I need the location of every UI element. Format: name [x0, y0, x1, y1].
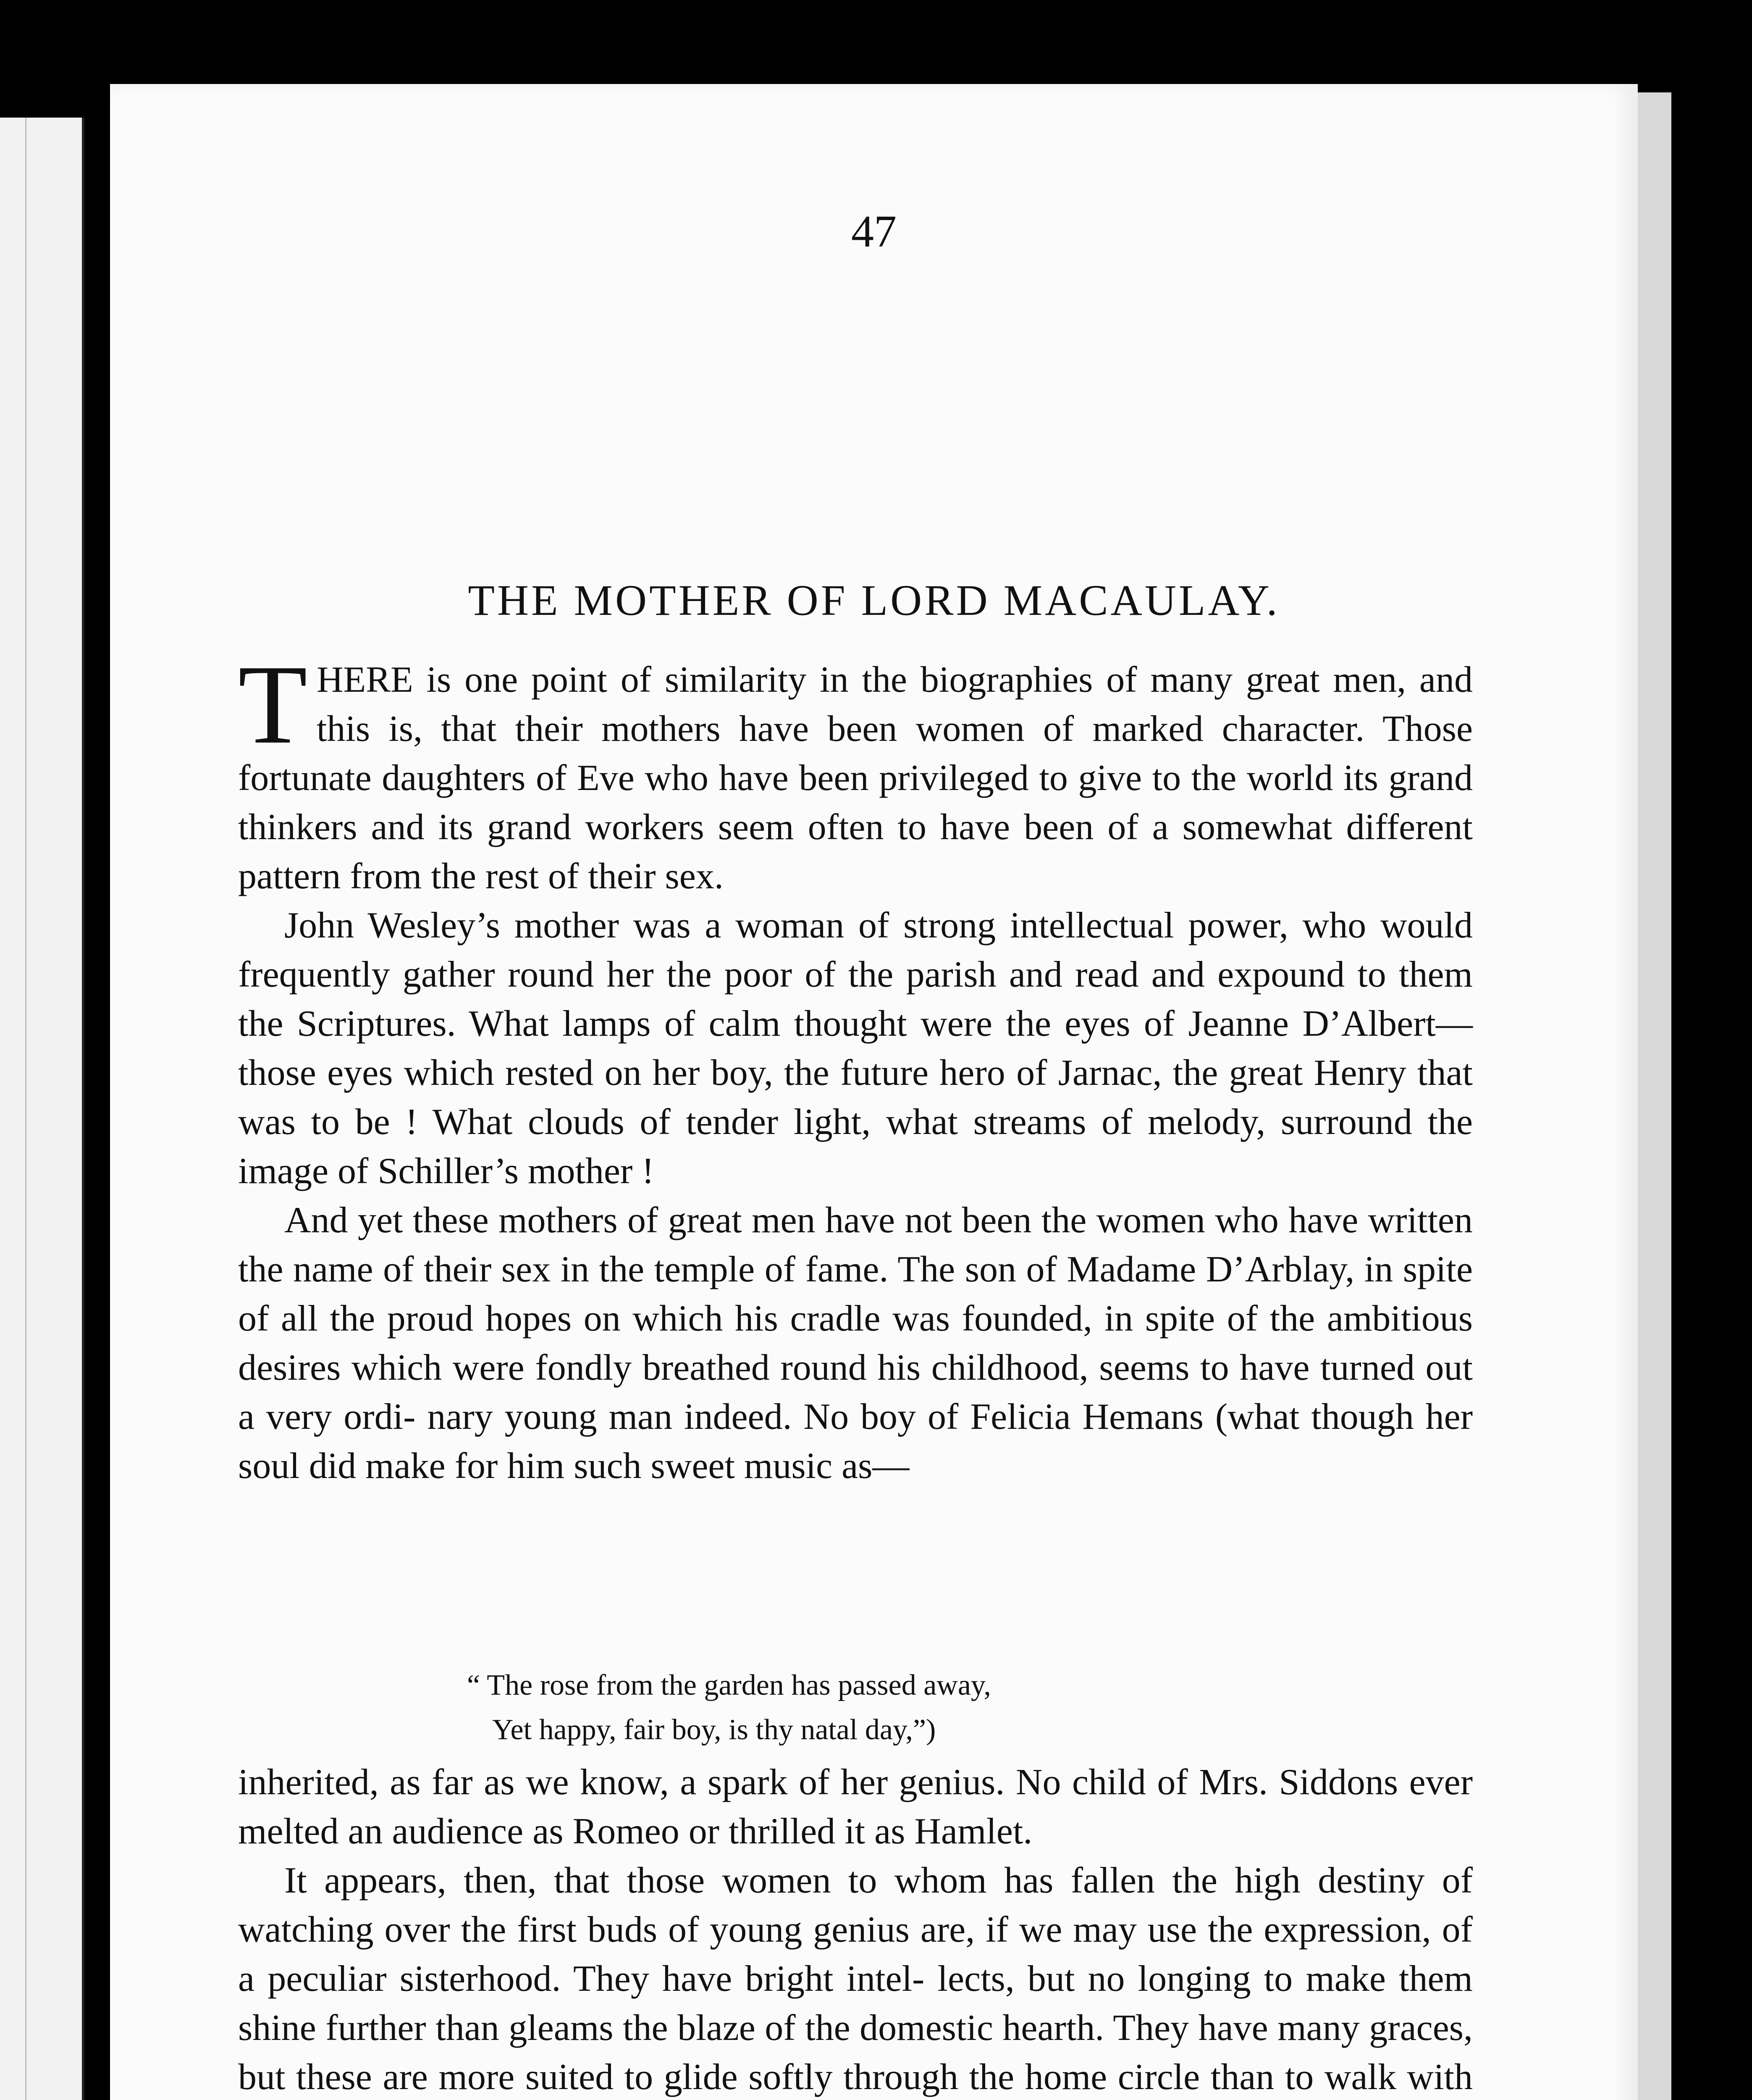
left-page-edge: [0, 118, 84, 2100]
body-text-lower: [238, 1758, 1473, 2100]
paragraph-3-continued: inherited, as far as we know, a spark of her genius. No child of Mrs. Siddons ever melted an audience as Romeo or thrilled it as Hamlet.: [238, 1762, 1473, 1852]
page-fold: [8, 118, 26, 2100]
book-page: [110, 84, 1638, 2100]
paragraph-1-text: HERE is one point of similarity in the biographies of many great men, and this is, that their mothers have been women of marked character. Those fortunate daughters of Eve who have been privileged to give to the world its grand thinkers and its grand workers seem often to have been of a somewhat different pattern from the rest of their sex.: [238, 659, 1473, 897]
body-text-upper: [238, 642, 1473, 1491]
paragraph-2: John Wesley’s mother was a woman of strong intellectual power, who would frequently gather round her the poor of the parish and read and expound to them the Scriptures. What lamps of calm thought were the eyes of Jeanne D’Albert—those eyes which rested on her boy, the future hero of Jarnac, the great Henry that was to be ! What clouds of tender light, what streams of melody, surround the image of Schiller’s mother !: [238, 905, 1473, 1192]
paragraph-1: [238, 642, 1473, 901]
verse-line-2: Yet happy, fair boy, is thy natal day,”): [492, 1714, 936, 1746]
chapter-title: THE MOTHER OF LORD MACAULAY.: [468, 576, 1280, 625]
paragraph-4: It appears, then, that those women to whom has fallen the high destiny of watching over the first buds of young genius are, if we may use the expression, of a peculiar sisterhood. They have bright intel- lects, but no longing to make them shine further than gleams the blaze of the domestic hearth. They have many graces, but these are more suited to glide softly through the home circle than to walk with: [238, 1860, 1473, 2097]
paragraph-3: And yet these mothers of great men have not been the women who have written the name of their sex in the temple of fame. The son of Madame D’Arblay, in spite of all the proud hopes on which his cradle was founded, in spite of the ambitious desires which were fondly breathed round his childhood, seems to have turned out a very ordi- nary young man indeed. No boy of Felicia Hemans (what though her soul did make for him such sweet music as—: [238, 1200, 1473, 1486]
verse-line-1: “ The rose from the garden has passed away,: [467, 1669, 991, 1701]
dropcap-letter: T: [238, 642, 307, 767]
right-page-edge: [1638, 92, 1671, 2100]
page-number: 47: [851, 207, 897, 257]
verse-quotation: [467, 1663, 1475, 1752]
